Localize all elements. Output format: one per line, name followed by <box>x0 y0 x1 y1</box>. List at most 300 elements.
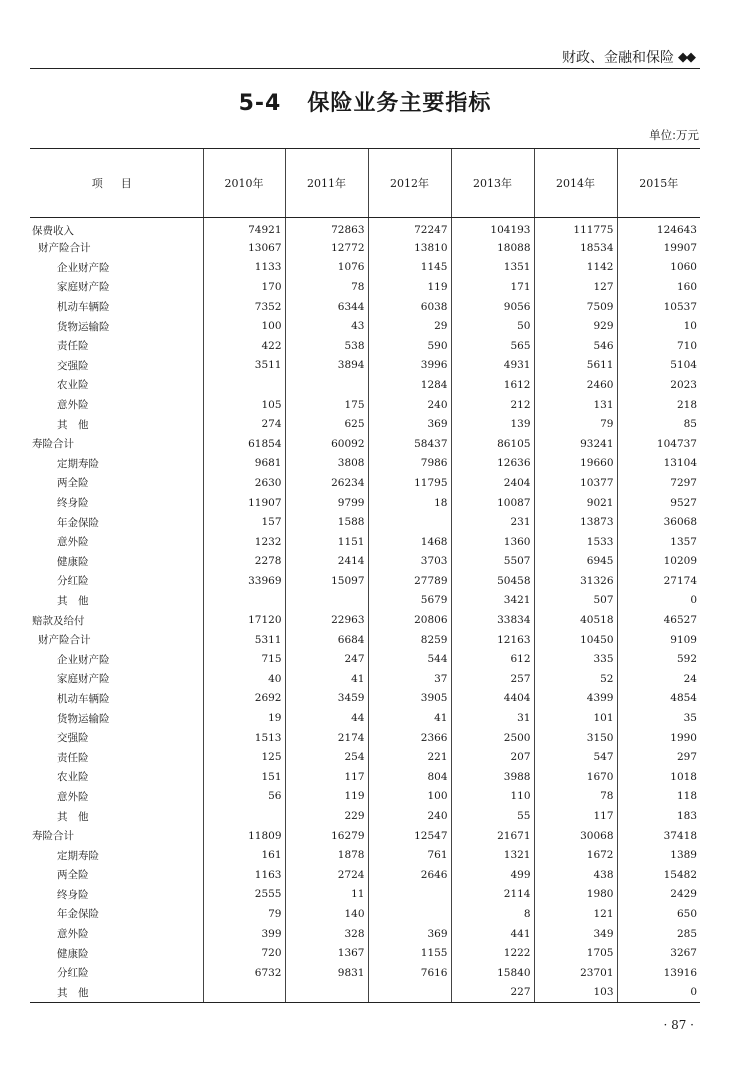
table-row <box>30 963 700 983</box>
column-header: 2010年 <box>203 149 285 218</box>
table-row <box>30 258 700 278</box>
value-cell <box>368 885 451 905</box>
value-cell: 19907 <box>617 238 700 258</box>
value-cell: 254 <box>285 747 368 767</box>
row-label: 定期寿险 <box>57 457 99 470</box>
value-cell: 50 <box>451 316 534 336</box>
table-row <box>30 610 700 630</box>
table-row <box>30 434 700 454</box>
value-cell: 2429 <box>617 885 700 905</box>
table-row <box>30 473 700 493</box>
row-label: 企业财产险 <box>57 261 110 274</box>
value-cell: 31326 <box>534 571 617 591</box>
value-cell: 119 <box>368 277 451 297</box>
row-label: 交强险 <box>57 732 89 745</box>
value-cell: 40518 <box>534 610 617 630</box>
value-cell: 2724 <box>285 865 368 885</box>
value-cell: 1360 <box>451 532 534 552</box>
value-cell: 7297 <box>617 473 700 493</box>
value-cell: 1076 <box>285 258 368 278</box>
value-cell: 274 <box>203 414 285 434</box>
value-cell: 3996 <box>368 356 451 376</box>
value-cell: 349 <box>534 924 617 944</box>
row-label: 交强险 <box>57 359 89 372</box>
value-cell: 72247 <box>368 218 451 239</box>
value-cell: 19 <box>203 708 285 728</box>
value-cell: 139 <box>451 414 534 434</box>
row-label: 意外险 <box>57 536 89 549</box>
table-title: 保险业务主要指标 <box>307 91 492 116</box>
value-cell: 2555 <box>203 885 285 905</box>
value-cell: 41 <box>368 708 451 728</box>
table-row <box>30 826 700 846</box>
value-cell: 160 <box>617 277 700 297</box>
value-cell: 30068 <box>534 826 617 846</box>
value-cell: 229 <box>285 806 368 826</box>
table-row <box>30 336 700 356</box>
row-label: 年金保险 <box>57 908 99 921</box>
value-cell: 13810 <box>368 238 451 258</box>
value-cell: 1672 <box>534 845 617 865</box>
value-cell: 257 <box>451 669 534 689</box>
value-cell: 499 <box>451 865 534 885</box>
value-cell: 52 <box>534 669 617 689</box>
value-cell: 29 <box>368 316 451 336</box>
value-cell: 9527 <box>617 493 700 513</box>
value-cell: 2366 <box>368 728 451 748</box>
value-cell: 3808 <box>285 454 368 474</box>
value-cell: 3905 <box>368 689 451 709</box>
table-row <box>30 493 700 513</box>
value-cell: 10377 <box>534 473 617 493</box>
value-cell: 7352 <box>203 297 285 317</box>
value-cell: 9109 <box>617 630 700 650</box>
table-row <box>30 454 700 474</box>
value-cell: 6945 <box>534 552 617 572</box>
row-label: 其 他 <box>57 810 89 823</box>
value-cell: 285 <box>617 924 700 944</box>
value-cell: 422 <box>203 336 285 356</box>
value-cell <box>203 375 285 395</box>
row-label: 农业险 <box>57 771 89 784</box>
value-cell: 33834 <box>451 610 534 630</box>
row-label: 健康险 <box>57 555 89 568</box>
row-label: 企业财产险 <box>57 653 110 666</box>
value-cell: 46527 <box>617 610 700 630</box>
value-cell: 18088 <box>451 238 534 258</box>
table-row <box>30 924 700 944</box>
table-row <box>30 532 700 552</box>
value-cell: 74921 <box>203 218 285 239</box>
value-cell: 121 <box>534 904 617 924</box>
value-cell: 24 <box>617 669 700 689</box>
row-label: 责任险 <box>57 340 89 353</box>
value-cell: 104737 <box>617 434 700 454</box>
value-cell: 61854 <box>203 434 285 454</box>
value-cell: 5679 <box>368 591 451 611</box>
value-cell: 929 <box>534 316 617 336</box>
row-label: 寿险合计 <box>32 438 74 451</box>
value-cell: 8259 <box>368 630 451 650</box>
table-row <box>30 787 700 807</box>
column-header: 2013年 <box>451 149 534 218</box>
value-cell: 15482 <box>617 865 700 885</box>
value-cell: 27174 <box>617 571 700 591</box>
table-row <box>30 316 700 336</box>
value-cell: 1163 <box>203 865 285 885</box>
value-cell: 3459 <box>285 689 368 709</box>
value-cell: 1513 <box>203 728 285 748</box>
value-cell: 104193 <box>451 218 534 239</box>
value-cell: 183 <box>617 806 700 826</box>
value-cell: 124643 <box>617 218 700 239</box>
column-header: 2012年 <box>368 149 451 218</box>
row-label: 其 他 <box>57 418 89 431</box>
value-cell: 44 <box>285 708 368 728</box>
table-row <box>30 845 700 865</box>
value-cell: 1284 <box>368 375 451 395</box>
value-cell: 335 <box>534 649 617 669</box>
row-label: 保费收入 <box>32 224 74 237</box>
table-row <box>30 885 700 905</box>
value-cell: 103 <box>534 983 617 1003</box>
value-cell: 1060 <box>617 258 700 278</box>
value-cell: 41 <box>285 669 368 689</box>
value-cell: 9799 <box>285 493 368 513</box>
diamond-icon: ◆◆ <box>678 49 694 65</box>
value-cell: 3703 <box>368 552 451 572</box>
value-cell: 565 <box>451 336 534 356</box>
value-cell: 2174 <box>285 728 368 748</box>
table-row <box>30 512 700 532</box>
value-cell: 231 <box>451 512 534 532</box>
table-row <box>30 708 700 728</box>
value-cell: 720 <box>203 943 285 963</box>
value-cell: 55 <box>451 806 534 826</box>
value-cell: 3267 <box>617 943 700 963</box>
value-cell: 35 <box>617 708 700 728</box>
value-cell: 650 <box>617 904 700 924</box>
value-cell: 140 <box>285 904 368 924</box>
value-cell: 18 <box>368 493 451 513</box>
value-cell: 240 <box>368 395 451 415</box>
table-row <box>30 395 700 415</box>
value-cell: 441 <box>451 924 534 944</box>
value-cell <box>285 591 368 611</box>
value-cell: 6344 <box>285 297 368 317</box>
value-cell: 1133 <box>203 258 285 278</box>
value-cell: 175 <box>285 395 368 415</box>
value-cell: 8 <box>451 904 534 924</box>
value-cell: 10 <box>617 316 700 336</box>
value-cell: 170 <box>203 277 285 297</box>
table-row <box>30 669 700 689</box>
value-cell: 1389 <box>617 845 700 865</box>
value-cell <box>368 512 451 532</box>
table-row <box>30 571 700 591</box>
value-cell: 23701 <box>534 963 617 983</box>
value-cell: 50458 <box>451 571 534 591</box>
value-cell <box>285 375 368 395</box>
value-cell: 2692 <box>203 689 285 709</box>
row-label: 终身险 <box>57 888 89 901</box>
value-cell: 105 <box>203 395 285 415</box>
value-cell: 590 <box>368 336 451 356</box>
value-cell: 2414 <box>285 552 368 572</box>
value-cell: 11907 <box>203 493 285 513</box>
row-label: 其 他 <box>57 594 89 607</box>
value-cell: 78 <box>285 277 368 297</box>
value-cell: 15097 <box>285 571 368 591</box>
table-row <box>30 943 700 963</box>
value-cell: 399 <box>203 924 285 944</box>
value-cell: 3421 <box>451 591 534 611</box>
value-cell: 12636 <box>451 454 534 474</box>
value-cell: 4404 <box>451 689 534 709</box>
value-cell: 2404 <box>451 473 534 493</box>
row-label: 责任险 <box>57 751 89 764</box>
value-cell: 11 <box>285 885 368 905</box>
value-cell: 1155 <box>368 943 451 963</box>
running-header <box>562 47 694 67</box>
insurance-indicators-table <box>30 148 700 1003</box>
value-cell: 60092 <box>285 434 368 454</box>
value-cell: 22963 <box>285 610 368 630</box>
value-cell: 547 <box>534 747 617 767</box>
table-row <box>30 218 700 239</box>
value-cell: 4854 <box>617 689 700 709</box>
value-cell: 218 <box>617 395 700 415</box>
value-cell: 7986 <box>368 454 451 474</box>
value-cell: 710 <box>617 336 700 356</box>
table-number: 5-4 <box>238 91 282 116</box>
section-label: 财政、金融和保险 <box>562 50 674 66</box>
value-cell: 100 <box>203 316 285 336</box>
row-label: 财产险合计 <box>38 242 91 255</box>
value-cell: 58437 <box>368 434 451 454</box>
value-cell: 9681 <box>203 454 285 474</box>
table-row <box>30 414 700 434</box>
value-cell: 1980 <box>534 885 617 905</box>
value-cell: 546 <box>534 336 617 356</box>
value-cell: 12547 <box>368 826 451 846</box>
column-header: 2014年 <box>534 149 617 218</box>
value-cell: 1533 <box>534 532 617 552</box>
page-title <box>0 86 730 117</box>
value-cell: 13067 <box>203 238 285 258</box>
value-cell: 12163 <box>451 630 534 650</box>
table-row <box>30 297 700 317</box>
value-cell: 6038 <box>368 297 451 317</box>
column-header: 项目 <box>30 149 203 218</box>
value-cell: 10450 <box>534 630 617 650</box>
value-cell: 4399 <box>534 689 617 709</box>
row-label: 农业险 <box>57 379 89 392</box>
value-cell: 79 <box>534 414 617 434</box>
value-cell <box>203 591 285 611</box>
value-cell: 127 <box>534 277 617 297</box>
value-cell: 240 <box>368 806 451 826</box>
value-cell: 6684 <box>285 630 368 650</box>
table-row <box>30 689 700 709</box>
value-cell: 1151 <box>285 532 368 552</box>
value-cell: 2460 <box>534 375 617 395</box>
row-label: 赔款及给付 <box>32 614 85 627</box>
value-cell: 9021 <box>534 493 617 513</box>
value-cell: 544 <box>368 649 451 669</box>
value-cell: 369 <box>368 414 451 434</box>
row-label: 分红险 <box>57 967 89 980</box>
value-cell: 111775 <box>534 218 617 239</box>
value-cell: 612 <box>451 649 534 669</box>
value-cell: 6732 <box>203 963 285 983</box>
page-number: · 87 · <box>663 1018 694 1032</box>
row-label: 其 他 <box>30 983 203 1003</box>
row-label: 货物运输险 <box>57 712 110 725</box>
value-cell: 0 <box>617 983 700 1003</box>
table-row <box>30 649 700 669</box>
value-cell: 1990 <box>617 728 700 748</box>
value-cell: 151 <box>203 767 285 787</box>
table-row <box>30 630 700 650</box>
value-cell: 93241 <box>534 434 617 454</box>
value-cell: 131 <box>534 395 617 415</box>
value-cell: 1018 <box>617 767 700 787</box>
row-label: 两全险 <box>57 477 89 490</box>
value-cell: 85 <box>617 414 700 434</box>
value-cell: 592 <box>617 649 700 669</box>
row-label: 意外险 <box>57 790 89 803</box>
value-cell: 125 <box>203 747 285 767</box>
value-cell: 5611 <box>534 356 617 376</box>
value-cell: 21671 <box>451 826 534 846</box>
value-cell: 1670 <box>534 767 617 787</box>
value-cell: 625 <box>285 414 368 434</box>
value-cell <box>368 983 451 1003</box>
value-cell: 117 <box>534 806 617 826</box>
value-cell: 227 <box>451 983 534 1003</box>
value-cell: 171 <box>451 277 534 297</box>
value-cell: 1321 <box>451 845 534 865</box>
row-label: 终身险 <box>57 497 89 510</box>
value-cell: 10209 <box>617 552 700 572</box>
value-cell: 212 <box>451 395 534 415</box>
value-cell: 5507 <box>451 552 534 572</box>
value-cell: 13916 <box>617 963 700 983</box>
table-body <box>30 218 700 1003</box>
value-cell <box>368 904 451 924</box>
value-cell: 1232 <box>203 532 285 552</box>
value-cell: 5104 <box>617 356 700 376</box>
row-label: 意外险 <box>57 928 89 941</box>
value-cell: 1468 <box>368 532 451 552</box>
value-cell: 2630 <box>203 473 285 493</box>
table-row <box>30 356 700 376</box>
value-cell: 207 <box>451 747 534 767</box>
value-cell: 157 <box>203 512 285 532</box>
value-cell: 31 <box>451 708 534 728</box>
row-label: 健康险 <box>57 947 89 960</box>
table-row <box>30 767 700 787</box>
table-row <box>30 904 700 924</box>
value-cell: 110 <box>451 787 534 807</box>
row-label: 年金保险 <box>57 516 99 529</box>
value-cell: 438 <box>534 865 617 885</box>
value-cell: 19660 <box>534 454 617 474</box>
value-cell: 100 <box>368 787 451 807</box>
table-header-row <box>30 149 700 218</box>
value-cell: 7509 <box>534 297 617 317</box>
row-label: 两全险 <box>57 869 89 882</box>
value-cell: 11809 <box>203 826 285 846</box>
value-cell: 18534 <box>534 238 617 258</box>
value-cell: 13873 <box>534 512 617 532</box>
table-row <box>30 277 700 297</box>
value-cell: 20806 <box>368 610 451 630</box>
value-cell: 117 <box>285 767 368 787</box>
value-cell <box>203 806 285 826</box>
value-cell: 1878 <box>285 845 368 865</box>
value-cell: 37 <box>368 669 451 689</box>
value-cell: 10087 <box>451 493 534 513</box>
table-row <box>30 806 700 826</box>
value-cell: 2646 <box>368 865 451 885</box>
value-cell: 761 <box>368 845 451 865</box>
value-cell: 0 <box>617 591 700 611</box>
value-cell: 3894 <box>285 356 368 376</box>
value-cell: 297 <box>617 747 700 767</box>
value-cell: 16279 <box>285 826 368 846</box>
value-cell: 9056 <box>451 297 534 317</box>
value-cell: 804 <box>368 767 451 787</box>
table-row <box>30 238 700 258</box>
value-cell: 2278 <box>203 552 285 572</box>
value-cell: 1705 <box>534 943 617 963</box>
row-label: 家庭财产险 <box>57 673 110 686</box>
value-cell: 3988 <box>451 767 534 787</box>
row-label: 机动车辆险 <box>57 692 110 705</box>
value-cell: 12772 <box>285 238 368 258</box>
column-header: 2015年 <box>617 149 700 218</box>
row-label: 财产险合计 <box>38 634 91 647</box>
value-cell: 5311 <box>203 630 285 650</box>
row-label: 家庭财产险 <box>57 281 110 294</box>
value-cell: 2500 <box>451 728 534 748</box>
value-cell: 1142 <box>534 258 617 278</box>
table-row <box>30 728 700 748</box>
value-cell: 36068 <box>617 512 700 532</box>
row-label: 寿险合计 <box>32 830 74 843</box>
unit-label: 单位:万元 <box>649 128 699 142</box>
value-cell: 715 <box>203 649 285 669</box>
value-cell: 43 <box>285 316 368 336</box>
value-cell: 13104 <box>617 454 700 474</box>
value-cell: 1357 <box>617 532 700 552</box>
value-cell: 27789 <box>368 571 451 591</box>
value-cell: 1351 <box>451 258 534 278</box>
value-cell: 33969 <box>203 571 285 591</box>
table-row <box>30 865 700 885</box>
value-cell: 72863 <box>285 218 368 239</box>
value-cell: 37418 <box>617 826 700 846</box>
value-cell: 221 <box>368 747 451 767</box>
row-label: 定期寿险 <box>57 849 99 862</box>
value-cell: 40 <box>203 669 285 689</box>
row-label: 机动车辆险 <box>57 301 110 314</box>
value-cell: 1145 <box>368 258 451 278</box>
row-label: 意外险 <box>57 399 89 412</box>
table-row <box>30 375 700 395</box>
